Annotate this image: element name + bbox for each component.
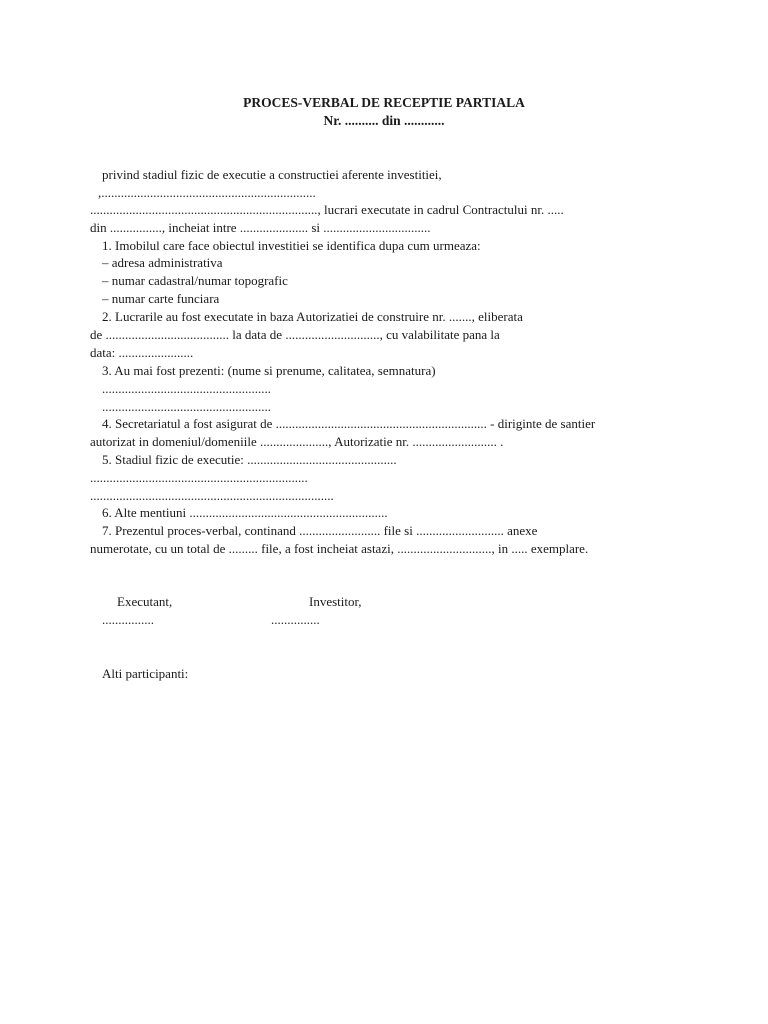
intro-line-4: din ................, incheiat intre ..................... si ................................. [90,220,431,235]
item-1-address: – adresa administrativa [102,255,223,270]
executant-signature-dots: ................ [102,612,154,627]
item-5-dots-2: ........................................................................... [90,488,334,503]
item-4-line-1: 4. Secretariatul a fost asigurat de ................................................................. - diriginte de santier [102,416,596,431]
item-7-line-2: numerotate, cu un total de ......... file, a fost incheiat astazi, ............................., in ..... exemplare. [90,541,589,556]
item-2-line-3: data: ....................... [90,345,194,360]
executant-label: Executant, [117,594,173,609]
item-1-cadastral: – numar cadastral/numar topografic [102,273,288,288]
item-3-dots-2: .................................................... [102,399,271,414]
item-1-land-register: – numar carte funciara [102,291,220,306]
item-6: 6. Alte mentiuni ............................................................. [102,505,388,520]
intro-line-3: ......................................................................, lucrari executate in cadrul Contractului nr. ..... [90,202,564,217]
document-title: PROCES-VERBAL DE RECEPTIE PARTIALA [243,95,525,110]
item-1: 1. Imobilul care face obiectul investitiei se identifica dupa cum urmeaza: [102,238,481,253]
item-4-line-2: autorizat in domeniul/domeniile ....................., Autorizatie nr. .......................... . [90,434,504,449]
investitor-signature-dots: ............... [271,612,320,627]
investitor-label: Investitor, [309,594,362,609]
item-5: 5. Stadiul fizic de executie: .............................................. [102,452,397,467]
item-3-dots-1: .................................................... [102,381,271,396]
other-participants-label: Alti participanti: [102,666,189,681]
item-7-line-1: 7. Prezentul proces-verbal, continand ......................... file si ........................... anexe [102,523,538,538]
document-number-line: Nr. .......... din ............ [323,113,445,128]
intro-line-1: privind stadiul fizic de executie a constructiei aferente investitiei, [102,167,442,182]
item-2-line-1: 2. Lucrarile au fost executate in baza Autorizatiei de construire nr. ......., eliberata [102,309,523,324]
item-5-dots-1: ................................................................... [90,470,308,485]
intro-line-2: ,.................................................................. [98,185,316,200]
item-3: 3. Au mai fost prezenti: (nume si prenume, calitatea, semnatura) [102,363,436,378]
item-2-line-2: de ...................................... la data de ............................., cu valabilitate pana la [90,327,500,342]
